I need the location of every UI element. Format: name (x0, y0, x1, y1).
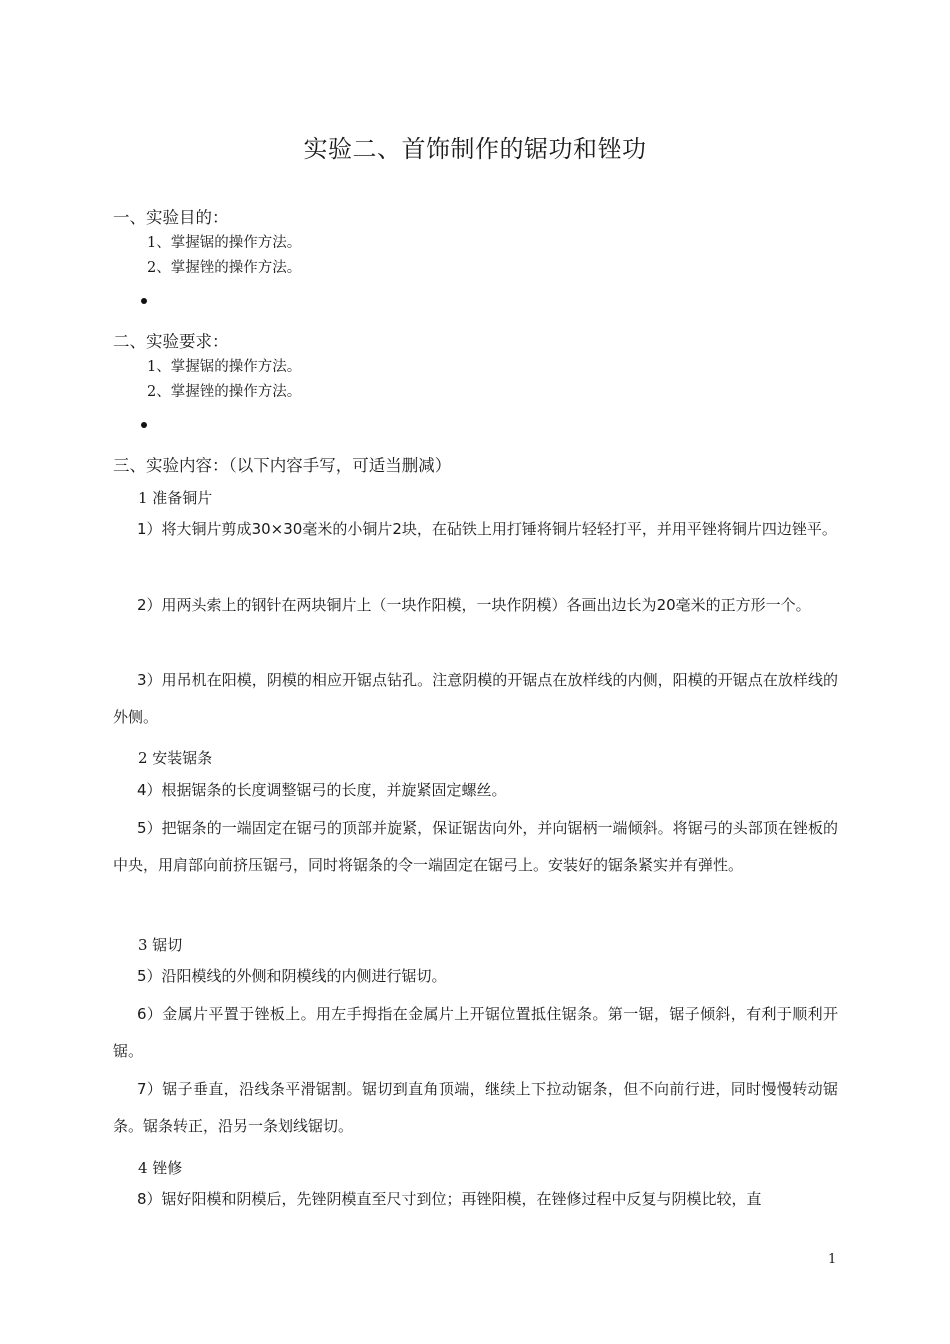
page-number: 1 (828, 1252, 837, 1267)
bullet-icon (141, 298, 147, 304)
paragraph: 8）锯好阳模和阴模后，先锉阴模直至尺寸到位；再锉阳模，在锉修过程中反复与阴模比较，直 (137, 1190, 762, 1208)
list-item: 2、掌握锉的操作方法。 (147, 384, 302, 400)
list-item: 1、掌握锯的操作方法。 (147, 235, 302, 251)
subheading-filing: 4 锉修 (138, 1159, 183, 1177)
section-heading-requirements: 二、实验要求： (113, 332, 229, 351)
subheading-sawing: 3 锯切 (138, 936, 183, 954)
list-item: 2、掌握锉的操作方法。 (147, 260, 302, 276)
page-title: 实验二、首饰制作的锯功和锉功 (303, 135, 647, 163)
section-heading-purpose: 一、实验目的： (113, 208, 229, 227)
paragraph: 3）用吊机在阳模，阴模的相应开锯点钻孔。注意阴模的开锯点在放样线的内侧，阳模的开锯点在放样线的外侧。 (113, 671, 838, 726)
section-heading-content: 三、实验内容：（以下内容手写，可适当删减） (113, 456, 452, 475)
paragraph: 4）根据锯条的长度调整锯弓的长度，并旋紧固定螺丝。 (137, 781, 507, 799)
bullet-icon (141, 422, 147, 428)
subheading-prepare-copper: 1 准备铜片 (138, 489, 213, 507)
list-item: 1、掌握锯的操作方法。 (147, 359, 302, 375)
paragraph: 5）沿阳模线的外侧和阴模线的内侧进行锯切。 (137, 967, 447, 985)
paragraph: 2）用两头索上的钢针在两块铜片上（一块作阳模，一块作阴模）各画出边长为20毫米的正方形一个。 (137, 596, 811, 614)
paragraph: 1）将大铜片剪成30×30毫米的小铜片2块，在砧铁上用打锤将铜片轻轻打平，并用平锉将铜片四边锉平。 (137, 520, 837, 538)
paragraph: 7）锯子垂直，沿线条平滑锯割。锯切到直角顶端，继续上下拉动锯条，但不向前行进，同时慢慢转动锯条。锯条转正，沿另一条划线锯切。 (113, 1080, 838, 1135)
paragraph: 5）把锯条的一端固定在锯弓的顶部并旋紧，保证锯齿向外，并向锯柄一端倾斜。将锯弓的头部顶在锉板的中央，用肩部向前挤压锯弓，同时将锯条的令一端固定在锯弓上。安装好的锯条紧实并有弹性。 (113, 819, 838, 874)
paragraph: 6）金属片平置于锉板上。用左手拇指在金属片上开锯位置抵住锯条。第一锯，锯子倾斜，有利于顺利开锯。 (113, 1005, 838, 1060)
subheading-install-blade: 2 安装锯条 (138, 749, 213, 767)
